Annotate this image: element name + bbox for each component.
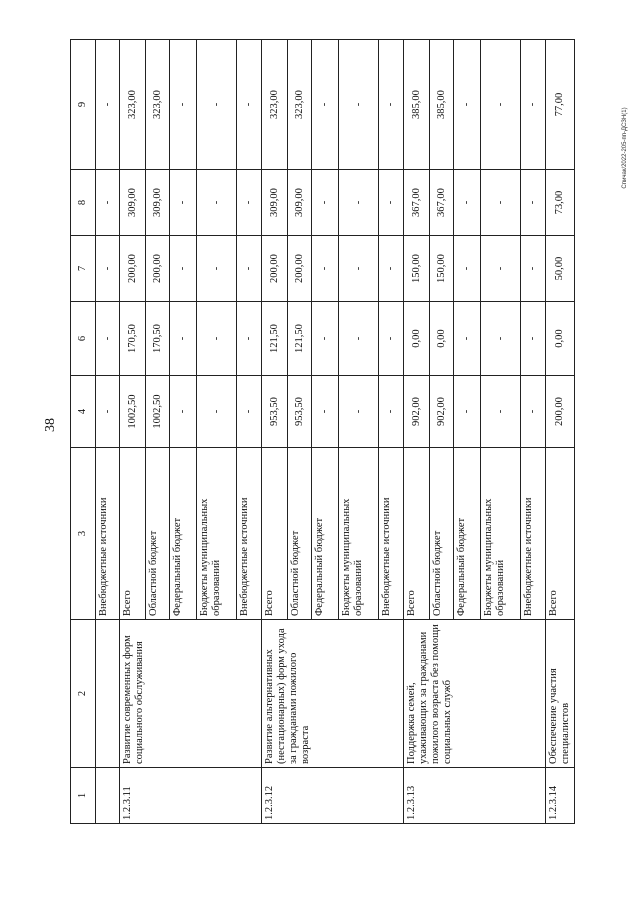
value-cell: 902,00 (404, 376, 430, 448)
value-cell: 200,00 (146, 236, 170, 302)
funding-source-cell: Федеральный бюджет (454, 448, 481, 620)
value-cell: - (481, 236, 521, 302)
item-name-cell: Развитие альтернативных (нестационарных) форм ухода за гражданами пожилого возраста (262, 620, 404, 768)
value-cell: - (96, 170, 120, 236)
value-cell: 953,50 (288, 376, 312, 448)
value-cell: 200,00 (120, 236, 146, 302)
column-number-header: 1 (71, 768, 96, 824)
funding-source-cell: Областной бюджет (288, 448, 312, 620)
item-name-cell: Обеспечение участия специалистов (546, 620, 575, 768)
value-cell: - (339, 170, 379, 236)
value-cell: - (454, 170, 481, 236)
value-cell: - (481, 376, 521, 448)
value-cell: 309,00 (120, 170, 146, 236)
value-cell: - (454, 40, 481, 170)
value-cell: - (521, 40, 546, 170)
value-cell: - (312, 170, 339, 236)
value-cell: 200,00 (288, 236, 312, 302)
value-cell: 385,00 (430, 40, 454, 170)
value-cell: 367,00 (404, 170, 430, 236)
funding-source-cell: Внебюджетные источники (96, 448, 120, 620)
value-cell: - (237, 170, 262, 236)
table-header-row (71, 40, 96, 824)
value-cell: 77,00 (546, 40, 575, 170)
value-cell: 323,00 (120, 40, 146, 170)
funding-source-cell: Внебюджетные источники (379, 448, 404, 620)
funding-source-cell: Бюджеты муниципальных образований (339, 448, 379, 620)
value-cell: - (312, 236, 339, 302)
rotated-table-container (70, 40, 571, 824)
value-cell: - (96, 40, 120, 170)
value-cell: 0,00 (430, 302, 454, 376)
funding-source-cell: Областной бюджет (430, 448, 454, 620)
value-cell: 50,00 (546, 236, 575, 302)
value-cell: 323,00 (262, 40, 288, 170)
value-cell: - (379, 40, 404, 170)
column-number-header: 7 (71, 236, 96, 302)
funding-source-cell: Федеральный бюджет (312, 448, 339, 620)
value-cell: 170,50 (120, 302, 146, 376)
value-cell: - (339, 302, 379, 376)
column-number-header: 8 (71, 170, 96, 236)
table-body (71, 40, 575, 824)
value-cell: - (170, 170, 197, 236)
table-row (404, 40, 430, 824)
document-code: Спичак/2022-205-пп-ДСЗН(1) (622, 107, 628, 189)
value-cell: - (237, 236, 262, 302)
value-cell: - (237, 302, 262, 376)
funding-source-cell: Всего (262, 448, 288, 620)
column-number-header: 4 (71, 376, 96, 448)
value-cell: 200,00 (262, 236, 288, 302)
item-code-cell: 1.2.3.11 (120, 768, 262, 824)
value-cell: - (521, 376, 546, 448)
page-number: 38 (43, 418, 58, 432)
value-cell: - (481, 40, 521, 170)
value-cell: - (312, 376, 339, 448)
funding-source-cell: Бюджеты муниципальных образований (197, 448, 237, 620)
value-cell: - (521, 236, 546, 302)
value-cell: 170,50 (146, 302, 170, 376)
value-cell: - (197, 302, 237, 376)
value-cell: 953,50 (262, 376, 288, 448)
value-cell: - (379, 302, 404, 376)
value-cell: 309,00 (146, 170, 170, 236)
value-cell: - (237, 40, 262, 170)
value-cell: 73,00 (546, 170, 575, 236)
table-row (120, 40, 146, 824)
value-cell: 309,00 (262, 170, 288, 236)
value-cell: 902,00 (430, 376, 454, 448)
value-cell: - (339, 376, 379, 448)
value-cell: - (454, 376, 481, 448)
value-cell: 121,50 (262, 302, 288, 376)
value-cell: - (170, 302, 197, 376)
value-cell: - (379, 170, 404, 236)
funding-source-cell: Бюджеты муниципальных образований (481, 448, 521, 620)
value-cell: - (339, 236, 379, 302)
item-code-cell: 1.2.3.14 (546, 768, 575, 824)
budget-table-frame (70, 40, 571, 824)
funding-source-cell: Всего (404, 448, 430, 620)
table-row (262, 40, 288, 824)
value-cell: 323,00 (146, 40, 170, 170)
value-cell: - (96, 302, 120, 376)
value-cell: 121,50 (288, 302, 312, 376)
value-cell: - (170, 236, 197, 302)
value-cell: - (96, 376, 120, 448)
funding-source-cell: Всего (546, 448, 575, 620)
value-cell: 0,00 (546, 302, 575, 376)
value-cell: - (170, 40, 197, 170)
value-cell: - (197, 376, 237, 448)
value-cell: - (521, 302, 546, 376)
item-name-cell: Развитие современных форм социального обслуживания (120, 620, 262, 768)
value-cell: 1002,50 (146, 376, 170, 448)
value-cell: - (339, 40, 379, 170)
column-number-header: 9 (71, 40, 96, 170)
item-code-cell: 1.2.3.13 (404, 768, 546, 824)
value-cell: 1002,50 (120, 376, 146, 448)
item-name-cell (96, 620, 120, 768)
value-cell: - (96, 236, 120, 302)
value-cell: 309,00 (288, 170, 312, 236)
table-row (96, 40, 120, 824)
budget-table (70, 39, 575, 824)
value-cell: - (312, 40, 339, 170)
value-cell: - (481, 302, 521, 376)
value-cell: - (197, 40, 237, 170)
value-cell: 385,00 (404, 40, 430, 170)
column-number-header: 3 (71, 448, 96, 620)
funding-source-cell: Областной бюджет (146, 448, 170, 620)
column-number-header: 2 (71, 620, 96, 768)
value-cell: - (454, 302, 481, 376)
item-code-cell (96, 768, 120, 824)
value-cell: - (379, 236, 404, 302)
value-cell: 150,00 (430, 236, 454, 302)
value-cell: 150,00 (404, 236, 430, 302)
value-cell: - (197, 170, 237, 236)
funding-source-cell: Внебюджетные источники (521, 448, 546, 620)
item-name-cell: Поддержка семей, ухаживающих за гражданами пожилого возраста без помощи социальных служб (404, 620, 546, 768)
column-number-header: 6 (71, 302, 96, 376)
value-cell: - (481, 170, 521, 236)
table-row (546, 40, 575, 824)
value-cell: 0,00 (404, 302, 430, 376)
value-cell: - (521, 170, 546, 236)
value-cell: - (312, 302, 339, 376)
funding-source-cell: Всего (120, 448, 146, 620)
value-cell: - (237, 376, 262, 448)
value-cell: 367,00 (430, 170, 454, 236)
value-cell: 200,00 (546, 376, 575, 448)
value-cell: - (454, 236, 481, 302)
value-cell: 323,00 (288, 40, 312, 170)
funding-source-cell: Внебюджетные источники (237, 448, 262, 620)
value-cell: - (379, 376, 404, 448)
value-cell: - (170, 376, 197, 448)
funding-source-cell: Федеральный бюджет (170, 448, 197, 620)
value-cell: - (197, 236, 237, 302)
item-code-cell: 1.2.3.12 (262, 768, 404, 824)
